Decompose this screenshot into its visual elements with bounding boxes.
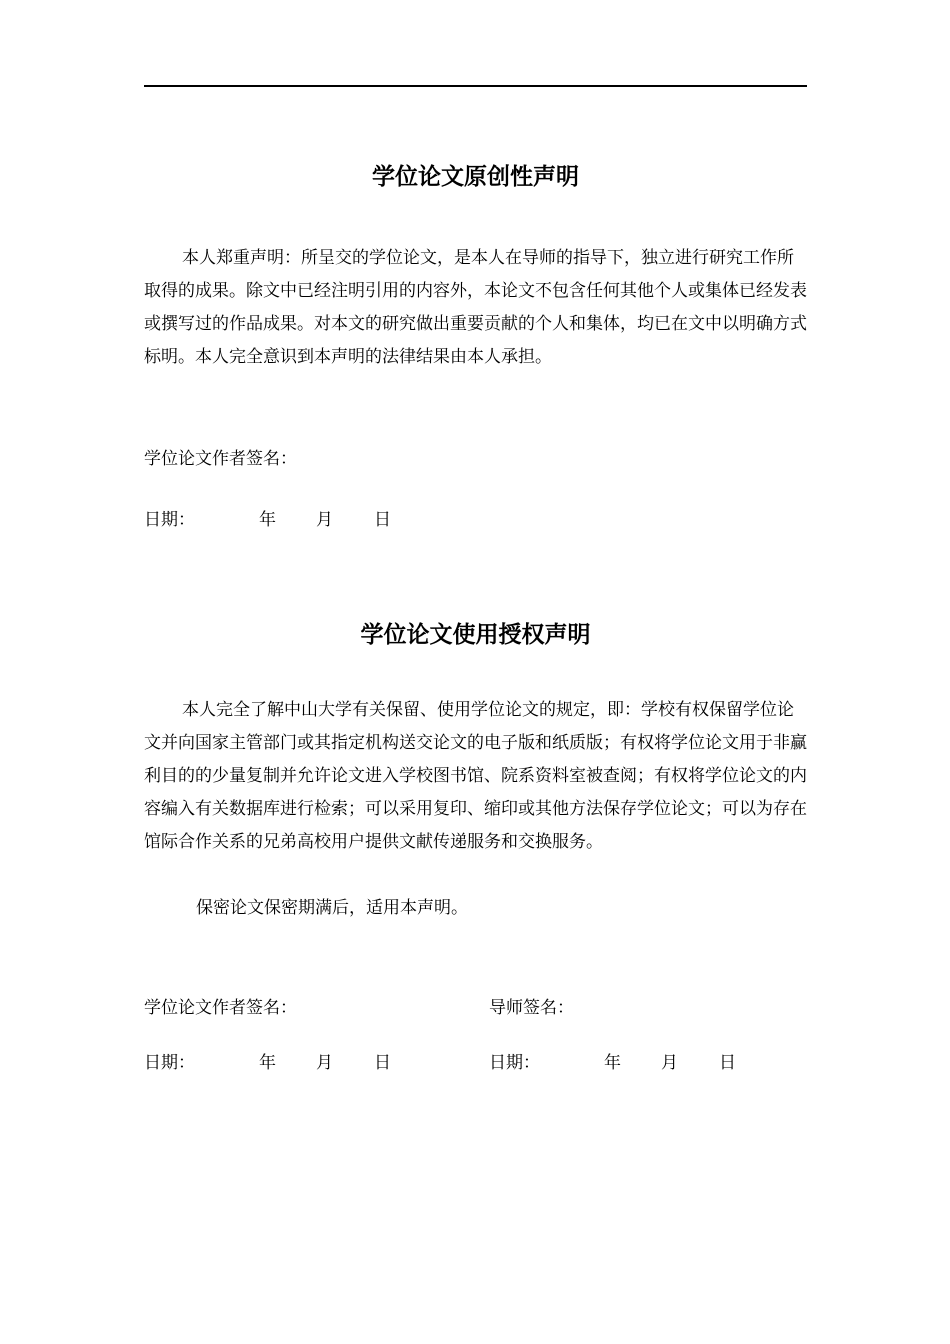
advisor-signature-label: 导师签名： [489, 998, 574, 1018]
confidential-note: 保密论文保密期满后，适用本声明。 [196, 898, 468, 918]
originality-body: 本人郑重声明：所呈交的学位论文，是本人在导师的指导下，独立进行研究工作所取得的成果。除文中已经注明引用的内容外，本论文不包含任何其他个人或集体已经发表或撰写过的作品成果。对本文的研究做出重要贡献的个人和集体，均已在文中以明确方式标明。本人完全意识到本声明的法律结果由本人承担。 [144, 248, 807, 367]
author-month-label: 月 [316, 1053, 333, 1073]
author-day-label: 日 [374, 1053, 391, 1073]
authorization-author-signature-label: 学位论文作者签名： [144, 998, 297, 1018]
originality-title: 学位论文原创性声明 [372, 164, 579, 190]
originality-date-label: 日期： [144, 510, 195, 530]
advisor-day-label: 日 [719, 1053, 736, 1073]
authorization-body: 本人完全了解中山大学有关保留、使用学位论文的规定，即：学校有权保留学位论文并向国家主管部门或其指定机构送交论文的电子版和纸质版；有权将学位论文用于非赢利目的的少量复制并允许论文进入学校图书馆、院系资料室被查阅；有权将学位论文的内容编入有关数据库进行检索；可以采用复印、缩印或其他方法保存学位论文；可以为存在馆际合作关系的兄弟高校用户提供文献传递服务和交换服务。 [144, 700, 807, 852]
header-rule [144, 85, 807, 87]
advisor-year-label: 年 [604, 1053, 621, 1073]
originality-day-label: 日 [374, 510, 391, 530]
advisor-date-label: 日期： [489, 1053, 540, 1073]
advisor-month-label: 月 [661, 1053, 678, 1073]
originality-year-label: 年 [259, 510, 276, 530]
author-date-label: 日期： [144, 1053, 195, 1073]
originality-month-label: 月 [316, 510, 333, 530]
author-year-label: 年 [259, 1053, 276, 1073]
authorization-title: 学位论文使用授权声明 [360, 622, 591, 648]
originality-author-signature-label: 学位论文作者签名： [144, 449, 297, 469]
